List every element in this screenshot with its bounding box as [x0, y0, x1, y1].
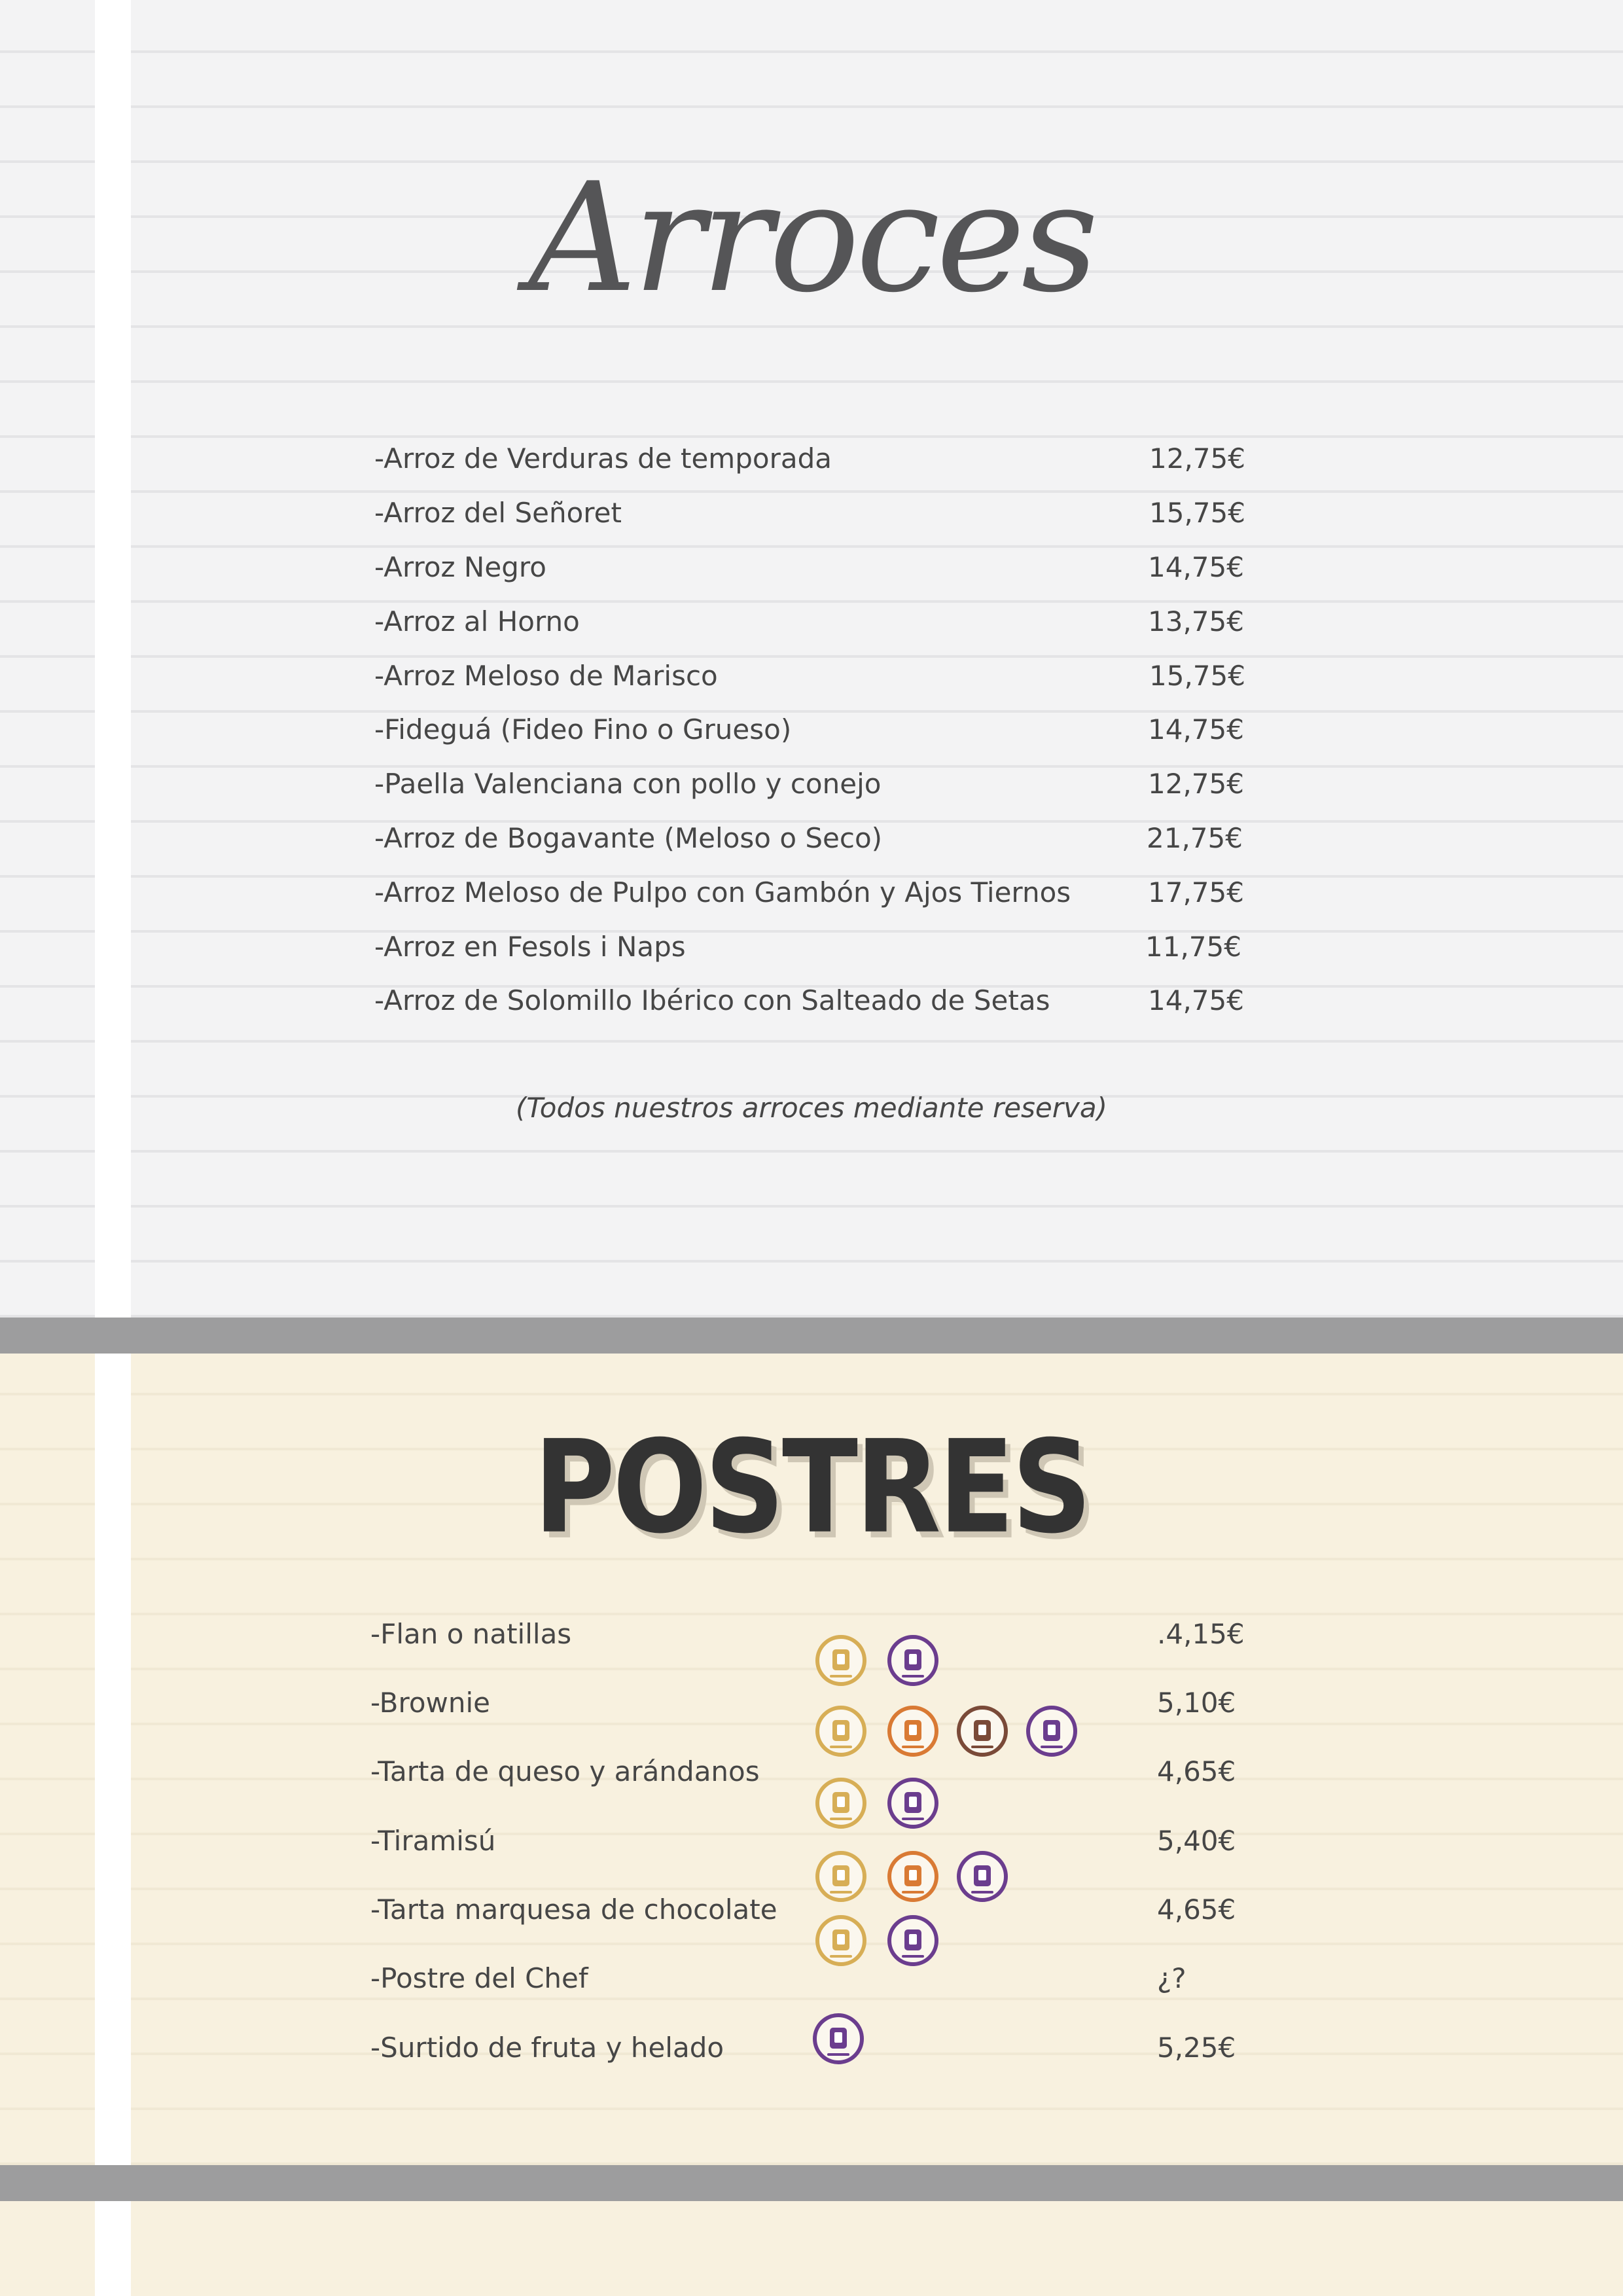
menu-item-price: 14,75€: [1148, 713, 1244, 745]
nuts-icon: [957, 1706, 1008, 1757]
milk-icon: [887, 1635, 938, 1686]
menu-item-price: 15,75€: [1149, 660, 1245, 692]
menu-item-price: 5,10€: [1157, 1687, 1236, 1719]
section-divider: [0, 2165, 1623, 2201]
milk-icon: [957, 1851, 1008, 1902]
menu-item-price: 5,40€: [1157, 1825, 1236, 1857]
reservation-note: (Todos nuestros arroces mediante reserva): [515, 1092, 1108, 1124]
menu-item-price: 13,75€: [1148, 605, 1244, 637]
menu-item-name: -Arroz del Señoret: [374, 497, 622, 529]
milk-icon: [887, 1915, 938, 1966]
menu-item-name: -Arroz Negro: [374, 551, 546, 583]
milk-icon: [887, 1778, 938, 1829]
menu-item-name: -Arroz de Solomillo Ibérico con Salteado de Setas: [374, 984, 1050, 1016]
menu-item-price: 14,75€: [1148, 551, 1244, 583]
menu-item-price: 5,25€: [1157, 2032, 1236, 2064]
menu-item-name: -Arroz de Verduras de temporada: [374, 442, 832, 475]
menu-item-name: -Fideguá (Fideo Fino o Grueso): [374, 713, 792, 745]
menu-item-name: -Arroz de Bogavante (Meloso o Seco): [374, 822, 883, 854]
menu-item-name: -Flan o natillas: [370, 1618, 572, 1650]
menu-item-name: -Arroz Meloso de Pulpo con Gambón y Ajos Tiernos: [374, 876, 1071, 908]
menu-item-price: ¿?: [1157, 1962, 1186, 1994]
menu-item-name: -Surtido de fruta y helado: [370, 2032, 724, 2064]
menu-item-name: -Arroz en Fesols i Naps: [374, 931, 686, 963]
milk-icon: [1026, 1706, 1077, 1757]
menu-item-price: 17,75€: [1148, 876, 1244, 908]
menu-item-name: -Tarta marquesa de chocolate: [370, 1893, 777, 1926]
section-divider: [0, 1318, 1623, 1354]
egg-icon: [815, 1706, 866, 1757]
postres-title: POSTRES: [533, 1413, 1090, 1562]
menu-item-price: 21,75€: [1147, 822, 1243, 854]
menu-item-price: .4,15€: [1157, 1618, 1245, 1650]
gluten-icon: [887, 1851, 938, 1902]
egg-icon: [815, 1778, 866, 1829]
menu-item-price: 12,75€: [1148, 768, 1244, 800]
egg-icon: [815, 1851, 866, 1902]
menu-item-name: -Postre del Chef: [370, 1962, 588, 1994]
menu-item-price: 15,75€: [1149, 497, 1245, 529]
menu-item-price: 14,75€: [1148, 984, 1244, 1016]
menu-item-name: -Tiramisú: [370, 1825, 496, 1857]
gluten-icon: [887, 1706, 938, 1757]
white-side-stripe: [95, 2201, 131, 2296]
menu-item-name: -Arroz Meloso de Marisco: [374, 660, 718, 692]
footer-area: [0, 2201, 1623, 2296]
menu-item-name: -Arroz al Horno: [374, 605, 580, 637]
menu-item-price: 4,65€: [1157, 1755, 1236, 1787]
menu-item-price: 12,75€: [1149, 442, 1245, 475]
egg-icon: [815, 1635, 866, 1686]
menu-item-price: 11,75€: [1145, 931, 1241, 963]
menu-item-name: -Tarta de queso y arándanos: [370, 1755, 760, 1787]
egg-icon: [815, 1915, 866, 1966]
menu-item-price: 4,65€: [1157, 1893, 1236, 1926]
arroces-title: Arroces: [528, 151, 1095, 326]
menu-item-name: -Brownie: [370, 1687, 490, 1719]
menu-item-name: -Paella Valenciana con pollo y conejo: [374, 768, 882, 800]
milk-icon: [813, 2013, 864, 2064]
